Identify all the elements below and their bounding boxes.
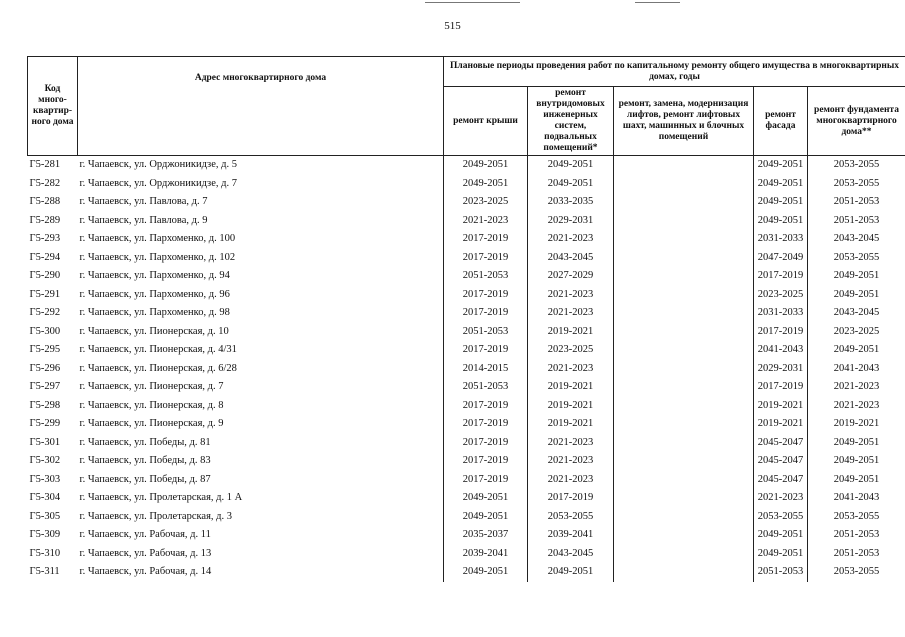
header-roof: ремонт крыши	[444, 87, 528, 156]
cell-systems: 2019-2021	[547, 325, 594, 337]
table-row	[28, 341, 905, 360]
cell-systems: 2021-2023	[547, 307, 594, 319]
cell-code: Г5-311	[29, 566, 60, 578]
header-address: Адрес многоквартирного дома	[78, 57, 444, 156]
cell-address: г. Чапаевск, ул. Пионерская, д. 10	[79, 325, 229, 337]
cell-facade: 2049-2051	[754, 175, 808, 194]
cell-roof: 2023-2025	[444, 193, 528, 212]
table-row	[28, 397, 905, 416]
cell-foundation: 2051-2053	[808, 526, 905, 545]
cell-elevators	[614, 526, 754, 545]
cell-systems: 2021-2023	[547, 233, 594, 245]
cell-foundation: 2053-2055	[808, 508, 905, 527]
table-row	[28, 563, 905, 582]
cell-code: Г5-295	[29, 344, 61, 356]
table-row	[28, 230, 905, 249]
cell-elevators	[614, 563, 754, 582]
table-body	[28, 156, 905, 582]
cell-address: г. Чапаевск, ул. Победы, д. 87	[79, 473, 211, 485]
table-row	[28, 415, 905, 434]
cell-roof: 2017-2019	[444, 452, 528, 471]
cell-systems: 2039-2041	[547, 529, 594, 541]
cell-address: г. Чапаевск, ул. Орджоникидзе, д. 7	[79, 177, 237, 189]
cell-roof: 2049-2051	[444, 175, 528, 194]
cell-facade: 2045-2047	[754, 452, 808, 471]
cell-systems: 2023-2025	[547, 344, 594, 356]
cell-roof: 2051-2053	[444, 378, 528, 397]
cell-roof: 2049-2051	[444, 563, 528, 582]
cell-facade: 2045-2047	[754, 434, 808, 453]
cell-systems: 2019-2021	[547, 418, 594, 430]
cell-facade: 2049-2051	[754, 545, 808, 564]
cell-roof: 2017-2019	[444, 304, 528, 323]
cell-systems: 2027-2029	[547, 270, 594, 282]
cell-roof: 2021-2023	[444, 212, 528, 231]
cell-roof: 2017-2019	[444, 434, 528, 453]
table-row	[28, 489, 905, 508]
table-row	[28, 193, 905, 212]
cell-address: г. Чапаевск, ул. Пархоменко, д. 98	[79, 307, 230, 319]
cell-systems: 2043-2045	[547, 547, 594, 559]
cell-foundation: 2043-2045	[808, 230, 905, 249]
cell-code: Г5-301	[29, 436, 61, 448]
cell-code: Г5-290	[29, 270, 61, 282]
cell-roof: 2017-2019	[444, 286, 528, 305]
cell-facade: 2051-2053	[754, 563, 808, 582]
header-work-periods: Плановые периоды проведения работ по капитальному ремонту общего имущества в многоквартирных домах, годы	[444, 57, 905, 87]
cell-elevators	[614, 471, 754, 490]
cell-elevators	[614, 397, 754, 416]
cell-address: г. Чапаевск, ул. Орджоникидзе, д. 5	[79, 159, 237, 171]
cell-code: Г5-305	[29, 510, 61, 522]
cell-systems: 2021-2023	[547, 362, 594, 374]
cell-facade: 2031-2033	[754, 230, 808, 249]
cell-address: г. Чапаевск, ул. Рабочая, д. 14	[79, 566, 212, 578]
cell-elevators	[614, 508, 754, 527]
cell-code: Г5-293	[29, 233, 61, 245]
cell-roof: 2017-2019	[444, 397, 528, 416]
cell-elevators	[614, 249, 754, 268]
table-row	[28, 434, 905, 453]
header-engineering-systems: ремонт внутридомовых инженерных систем, подвальных помещений*	[528, 87, 614, 156]
table-row	[28, 304, 905, 323]
cell-address: г. Чапаевск, ул. Рабочая, д. 13	[79, 547, 212, 559]
cell-foundation: 2049-2051	[808, 286, 905, 305]
cell-address: г. Чапаевск, ул. Павлова, д. 9	[79, 214, 208, 226]
cell-roof: 2014-2015	[444, 360, 528, 379]
cell-code: Г5-282	[29, 177, 61, 189]
cell-address: г. Чапаевск, ул. Пархоменко, д. 102	[79, 251, 236, 263]
cell-roof: 2017-2019	[444, 230, 528, 249]
cell-facade: 2019-2021	[754, 415, 808, 434]
table-row	[28, 471, 905, 490]
cell-foundation: 2049-2051	[808, 434, 905, 453]
cell-foundation: 2053-2055	[808, 175, 905, 194]
header-foundation: ремонт фундамента многоквартирного дома**	[808, 87, 905, 156]
cell-roof: 2035-2037	[444, 526, 528, 545]
cell-foundation: 2053-2055	[808, 563, 905, 582]
cell-facade: 2029-2031	[754, 360, 808, 379]
cell-foundation: 2053-2055	[808, 156, 905, 175]
cell-address: г. Чапаевск, ул. Пархоменко, д. 100	[79, 233, 236, 245]
table-row	[28, 267, 905, 286]
cell-foundation: 2051-2053	[808, 545, 905, 564]
cell-roof: 2049-2051	[444, 156, 528, 175]
cell-foundation: 2021-2023	[808, 378, 905, 397]
cell-foundation: 2019-2021	[808, 415, 905, 434]
cell-code: Г5-281	[29, 159, 61, 171]
cell-code: Г5-298	[29, 399, 61, 411]
scan-mark-left	[425, 2, 520, 3]
cell-code: Г5-302	[29, 455, 61, 467]
cell-address: г. Чапаевск, ул. Пионерская, д. 6/28	[79, 362, 237, 374]
cell-elevators	[614, 341, 754, 360]
cell-systems: 2049-2051	[547, 159, 594, 171]
cell-facade: 2017-2019	[754, 378, 808, 397]
cell-systems: 2033-2035	[547, 196, 594, 208]
cell-roof: 2017-2019	[444, 471, 528, 490]
cell-facade: 2053-2055	[754, 508, 808, 527]
cell-foundation: 2041-2043	[808, 360, 905, 379]
cell-roof: 2039-2041	[444, 545, 528, 564]
cell-systems: 2029-2031	[547, 214, 594, 226]
cell-systems: 2043-2045	[547, 251, 594, 263]
cell-facade: 2019-2021	[754, 397, 808, 416]
cell-facade: 2041-2043	[754, 341, 808, 360]
cell-systems: 2021-2023	[547, 473, 594, 485]
cell-elevators	[614, 545, 754, 564]
cell-systems: 2053-2055	[547, 510, 594, 522]
cell-roof: 2017-2019	[444, 249, 528, 268]
cell-facade: 2017-2019	[754, 267, 808, 286]
cell-address: г. Чапаевск, ул. Победы, д. 83	[79, 455, 211, 467]
cell-elevators	[614, 193, 754, 212]
header-code: Код много-квартир-ного дома	[28, 57, 78, 156]
cell-systems: 2019-2021	[547, 399, 594, 411]
cell-facade: 2049-2051	[754, 156, 808, 175]
cell-address: г. Чапаевск, ул. Пионерская, д. 4/31	[79, 344, 237, 356]
table-row	[28, 175, 905, 194]
cell-address: г. Чапаевск, ул. Пионерская, д. 8	[79, 399, 224, 411]
cell-code: Г5-303	[29, 473, 61, 485]
cell-code: Г5-292	[29, 307, 61, 319]
cell-code: Г5-309	[29, 529, 61, 541]
table-row	[28, 360, 905, 379]
cell-address: г. Чапаевск, ул. Пионерская, д. 9	[79, 418, 224, 430]
table-row	[28, 508, 905, 527]
cell-elevators	[614, 415, 754, 434]
header-facade: ремонт фасада	[754, 87, 808, 156]
cell-code: Г5-299	[29, 418, 61, 430]
table-row	[28, 212, 905, 231]
cell-roof: 2049-2051	[444, 508, 528, 527]
cell-address: г. Чапаевск, ул. Победы, д. 81	[79, 436, 211, 448]
cell-foundation: 2023-2025	[808, 323, 905, 342]
cell-systems: 2049-2051	[547, 177, 594, 189]
cell-facade: 2045-2047	[754, 471, 808, 490]
cell-code: Г5-310	[29, 547, 61, 559]
cell-elevators	[614, 323, 754, 342]
cell-facade: 2049-2051	[754, 193, 808, 212]
cell-code: Г5-291	[29, 288, 61, 300]
cell-elevators	[614, 175, 754, 194]
table-row	[28, 286, 905, 305]
cell-address: г. Чапаевск, ул. Рабочая, д. 11	[79, 529, 211, 541]
repair-schedule-table	[27, 56, 905, 582]
cell-code: Г5-297	[29, 381, 61, 393]
cell-foundation: 2049-2051	[808, 471, 905, 490]
cell-elevators	[614, 489, 754, 508]
table-row	[28, 249, 905, 268]
cell-address: г. Чапаевск, ул. Пионерская, д. 7	[79, 381, 224, 393]
cell-elevators	[614, 378, 754, 397]
cell-elevators	[614, 304, 754, 323]
cell-elevators	[614, 212, 754, 231]
cell-foundation: 2053-2055	[808, 249, 905, 268]
cell-foundation: 2043-2045	[808, 304, 905, 323]
table-row	[28, 526, 905, 545]
table-header	[28, 57, 905, 156]
cell-systems: 2021-2023	[547, 288, 594, 300]
page-number: 515	[444, 20, 461, 32]
cell-roof: 2051-2053	[444, 323, 528, 342]
cell-elevators	[614, 286, 754, 305]
cell-address: г. Чапаевск, ул. Пролетарская, д. 3	[79, 510, 233, 522]
cell-foundation: 2049-2051	[808, 341, 905, 360]
cell-elevators	[614, 452, 754, 471]
cell-foundation: 2021-2023	[808, 397, 905, 416]
cell-foundation: 2049-2051	[808, 267, 905, 286]
cell-address: г. Чапаевск, ул. Павлова, д. 7	[79, 196, 208, 208]
table-row	[28, 545, 905, 564]
cell-roof: 2051-2053	[444, 267, 528, 286]
cell-elevators	[614, 360, 754, 379]
cell-facade: 2047-2049	[754, 249, 808, 268]
cell-foundation: 2049-2051	[808, 452, 905, 471]
cell-facade: 2031-2033	[754, 304, 808, 323]
cell-facade: 2023-2025	[754, 286, 808, 305]
cell-code: Г5-294	[29, 251, 61, 263]
cell-code: Г5-304	[29, 492, 61, 504]
cell-systems: 2021-2023	[547, 455, 594, 467]
cell-address: г. Чапаевск, ул. Пархоменко, д. 96	[79, 288, 230, 300]
table-row	[28, 378, 905, 397]
cell-address: г. Чапаевск, ул. Пархоменко, д. 94	[79, 270, 230, 282]
cell-foundation: 2051-2053	[808, 193, 905, 212]
cell-code: Г5-288	[29, 196, 61, 208]
cell-code: Г5-296	[29, 362, 61, 374]
cell-roof: 2017-2019	[444, 341, 528, 360]
cell-elevators	[614, 156, 754, 175]
header-elevators: ремонт, замена, модернизация лифтов, ремонт лифтовых шахт, машинных и блочных помещений	[614, 87, 754, 156]
cell-facade: 2049-2051	[754, 212, 808, 231]
cell-elevators	[614, 434, 754, 453]
table-row	[28, 452, 905, 471]
cell-foundation: 2051-2053	[808, 212, 905, 231]
cell-systems: 2017-2019	[547, 492, 594, 504]
cell-facade: 2021-2023	[754, 489, 808, 508]
cell-systems: 2049-2051	[547, 566, 594, 578]
cell-code: Г5-289	[29, 214, 61, 226]
cell-facade: 2017-2019	[754, 323, 808, 342]
table-row	[28, 323, 905, 342]
cell-elevators	[614, 230, 754, 249]
cell-elevators	[614, 267, 754, 286]
cell-systems: 2019-2021	[547, 381, 594, 393]
cell-foundation: 2041-2043	[808, 489, 905, 508]
cell-code: Г5-300	[29, 325, 61, 337]
cell-systems: 2021-2023	[547, 436, 594, 448]
cell-address: г. Чапаевск, ул. Пролетарская, д. 1 А	[79, 492, 243, 504]
cell-roof: 2049-2051	[444, 489, 528, 508]
scan-mark-right	[635, 2, 680, 3]
table-row	[28, 156, 905, 175]
cell-roof: 2017-2019	[444, 415, 528, 434]
cell-facade: 2049-2051	[754, 526, 808, 545]
